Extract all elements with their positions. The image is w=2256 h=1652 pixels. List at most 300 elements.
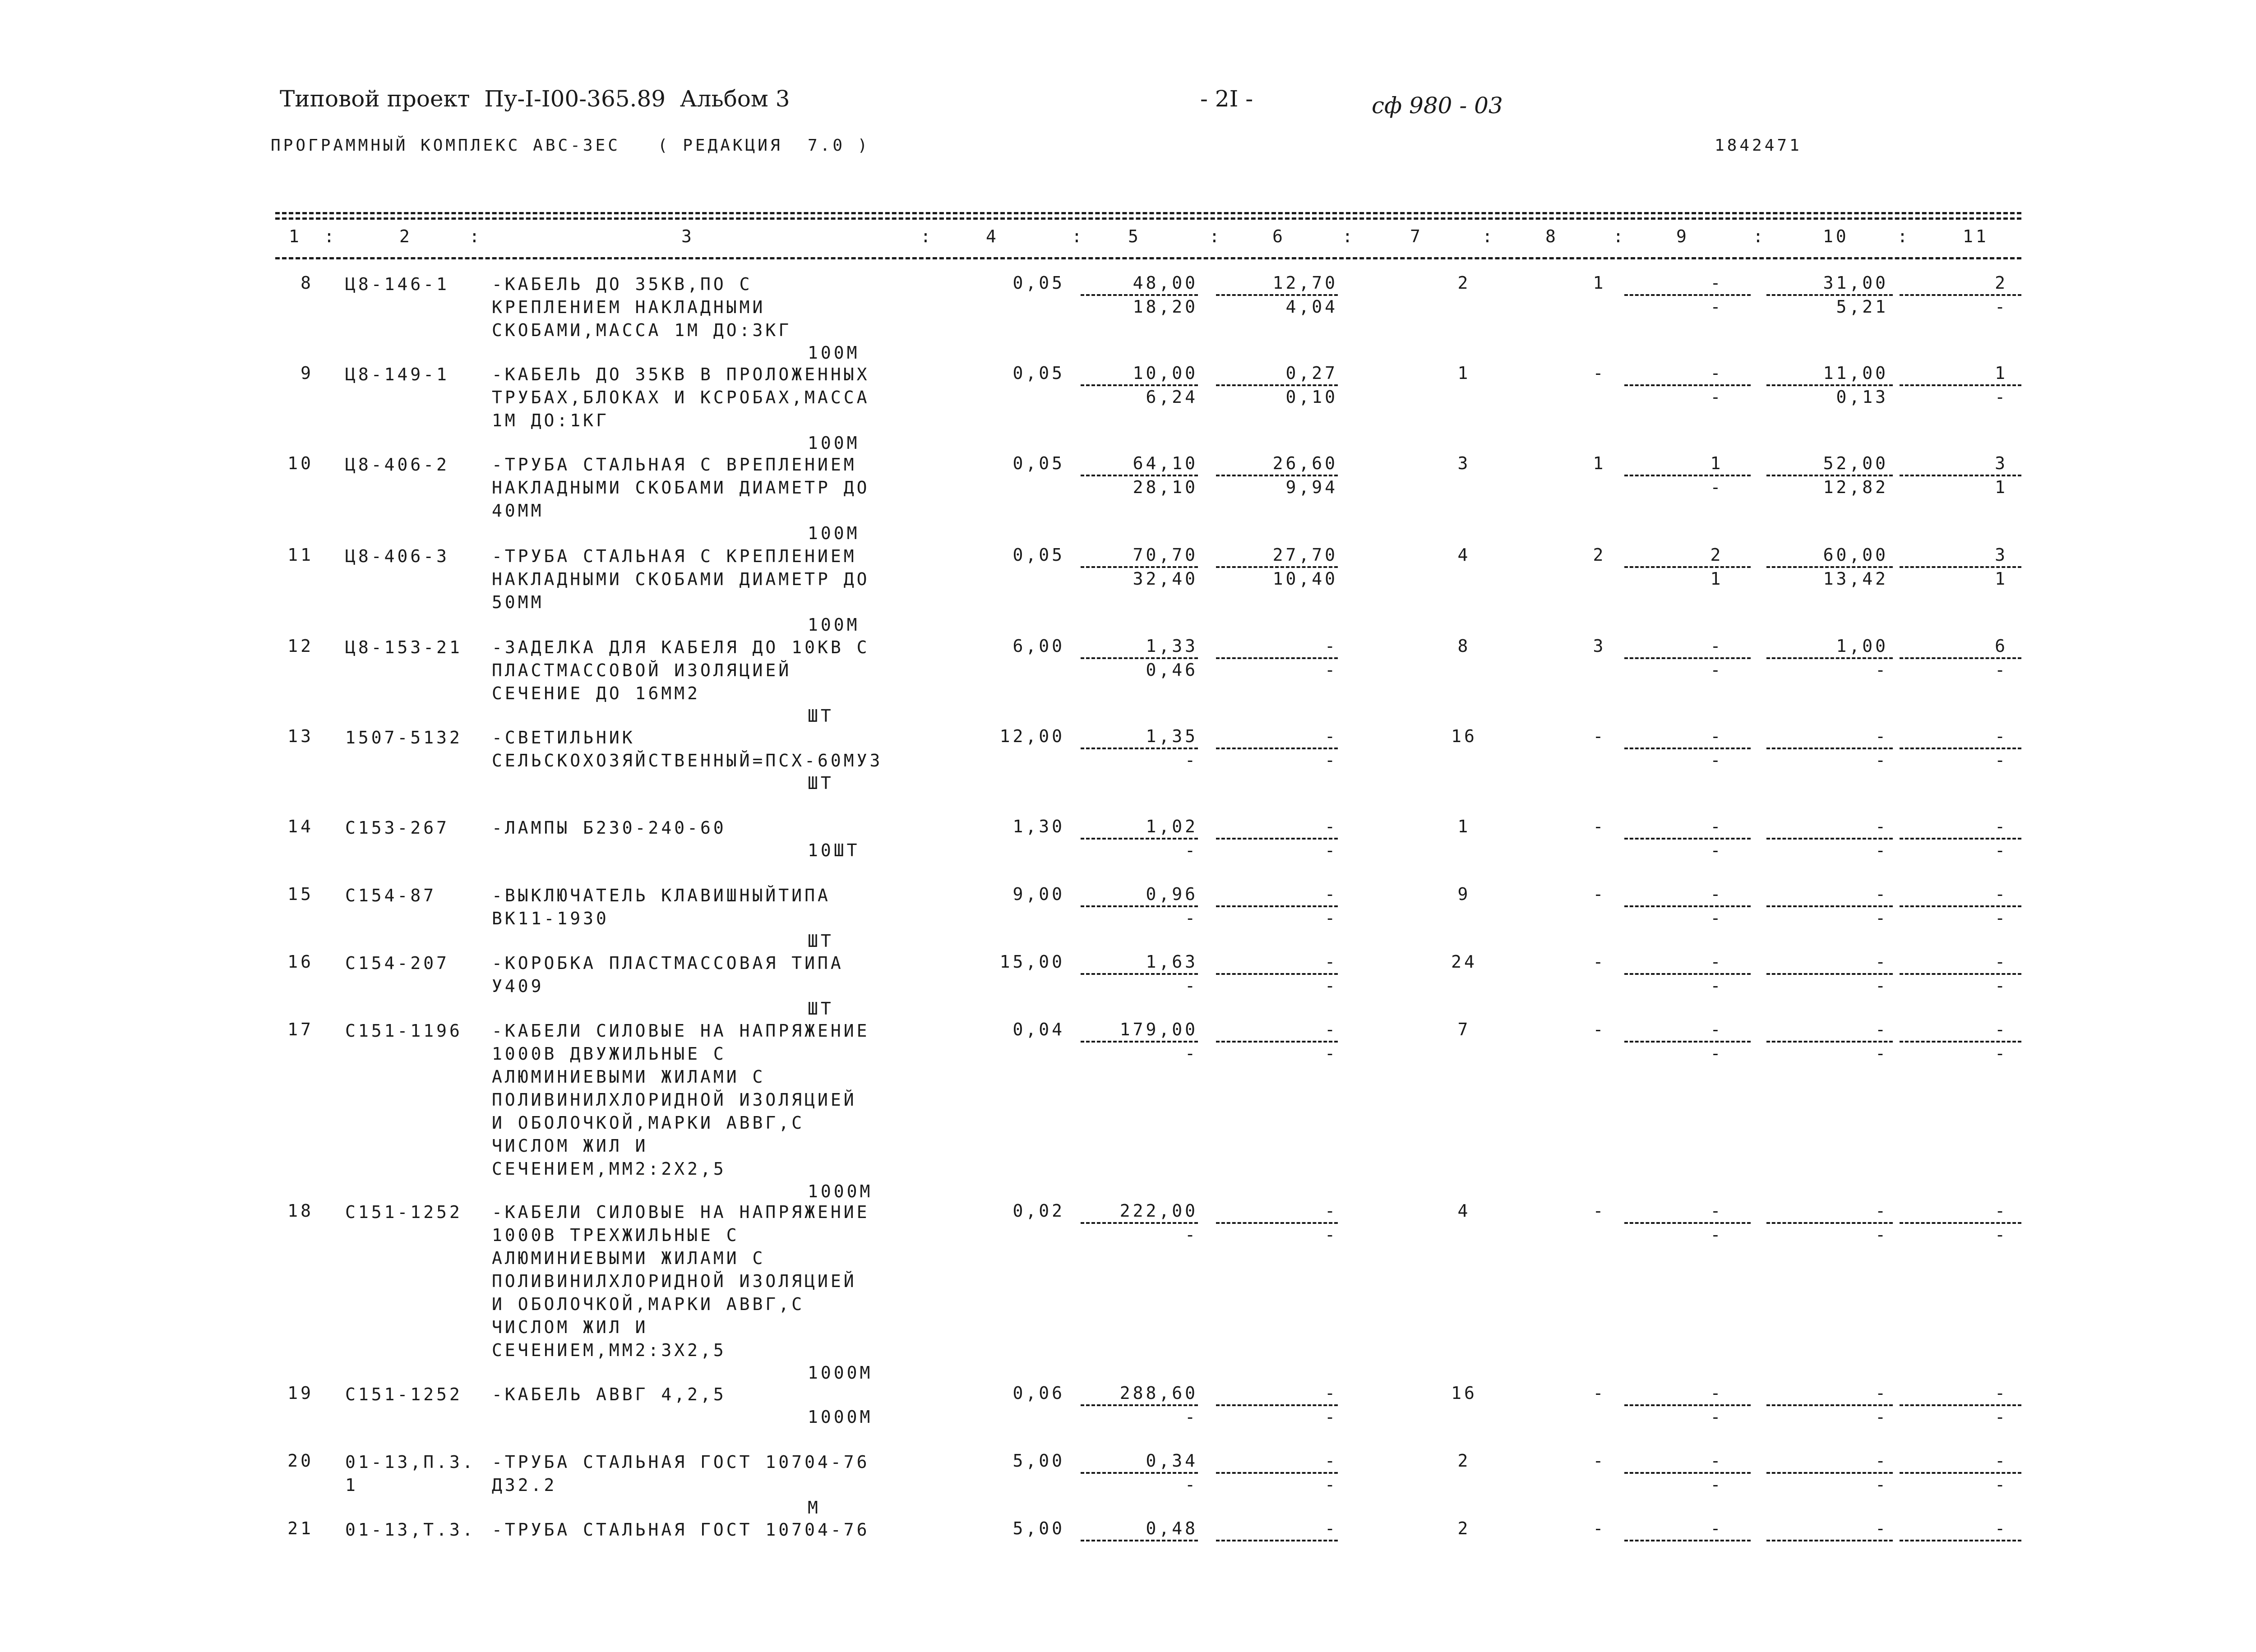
col5-value: 1,02 (1146, 817, 1198, 836)
col6-sub-value: - (1325, 976, 1338, 996)
row-code: С151-1196 (345, 1021, 462, 1041)
col9-value: - (1710, 636, 1724, 656)
col11-sub-value: - (1995, 1407, 2008, 1427)
col10-sub-value: - (1875, 750, 1888, 770)
col9-value: 1 (1710, 453, 1724, 473)
column-header-6: 6 (1272, 226, 1285, 246)
col7-value: 4 (1457, 545, 1471, 565)
col8-value: - (1593, 1451, 1606, 1471)
col11-sub-value: - (1995, 976, 2008, 996)
col6-value: - (1325, 1451, 1338, 1471)
col6-value: 12,70 (1272, 273, 1338, 293)
col6-value: - (1325, 1383, 1338, 1403)
value-divider (1900, 1472, 2021, 1474)
value-divider (1624, 1041, 1751, 1043)
col7-value: 2 (1457, 1518, 1471, 1538)
value-divider (1624, 748, 1751, 749)
col9-sub-value: - (1710, 750, 1724, 770)
value-divider (1766, 566, 1893, 568)
col6-sub-value: - (1325, 840, 1338, 860)
col7-value: 24 (1451, 952, 1477, 972)
table-top-rule (275, 212, 2021, 214)
col11-sub-value: - (1995, 750, 2008, 770)
value-divider (1624, 1540, 1751, 1541)
row-description: -ВЫКЛЮЧАТЕЛЬ КЛАВИШНЫЙТИПА ВК11-1930 (492, 886, 831, 928)
row-unit: ШТ (808, 999, 834, 1019)
col8-value: - (1593, 884, 1606, 904)
row-code: Ц8-146-1 (345, 274, 450, 294)
value-divider (1766, 1540, 1893, 1541)
value-divider (1081, 1041, 1198, 1043)
col5-value: 64,10 (1133, 453, 1198, 473)
value-divider (1766, 748, 1893, 749)
col10-value: 60,00 (1823, 545, 1888, 565)
col5-sub-value: - (1185, 1043, 1198, 1063)
col10-value: - (1875, 1518, 1888, 1538)
col7-value: 2 (1457, 273, 1471, 293)
value-divider (1216, 294, 1338, 296)
value-divider (1900, 1404, 2021, 1406)
col4-value: 12,00 (999, 726, 1065, 746)
row-unit: 1000М (808, 1363, 873, 1383)
col4-value: 0,04 (1012, 1020, 1065, 1039)
value-divider (1766, 1041, 1893, 1043)
value-divider (1216, 657, 1338, 659)
col10-value: - (1875, 1451, 1888, 1471)
row-code: Ц8-149-1 (345, 365, 450, 384)
col6-value: - (1325, 1518, 1338, 1538)
col7-value: 16 (1451, 726, 1477, 746)
row-unit: 1000М (808, 1181, 873, 1201)
col11-value: - (1995, 1383, 2008, 1403)
value-divider (1900, 1540, 2021, 1541)
col9-sub-value: - (1710, 908, 1724, 928)
col6-sub-value: 10,40 (1272, 569, 1338, 589)
row-description: -СВЕТИЛЬНИК СЕЛЬСКОХОЗЯЙСТВЕННЫЙ=ПСХ-60МУЗ (492, 728, 883, 771)
column-header-5: 5 (1128, 226, 1141, 246)
col5-sub-value: 0,46 (1146, 660, 1198, 680)
col7-value: 1 (1457, 817, 1471, 836)
row-number: 12 (287, 636, 314, 656)
value-divider (1900, 566, 2021, 568)
value-divider (1216, 838, 1338, 840)
col11-value: - (1995, 817, 2008, 836)
value-divider (1624, 657, 1751, 659)
col6-sub-value: - (1325, 1407, 1338, 1427)
table-header-bottom-rule (275, 257, 2021, 259)
row-description: -КОРОБКА ПЛАСТМАССОВАЯ ТИПА У409 (492, 953, 844, 996)
value-divider (1766, 475, 1893, 476)
col10-value: 1,00 (1836, 636, 1888, 656)
row-description: -КАБЕЛИ СИЛОВЫЕ НА НАПРЯЖЕНИЕ 1000В ТРЕХЖИЛЬНЫЕ С АЛЮМИНИЕВЫМИ ЖИЛАМИ С ПОЛИВИНИЛХЛОРИДНОЙ ИЗОЛЯЦИЕЙ И ОБОЛОЧКОЙ,МАРКИ АВВГ,С ЧИСЛОМ ЖИЛ И СЕЧЕНИЕМ,ММ2:3Х2,5 (492, 1202, 870, 1360)
col9-sub-value: - (1710, 1043, 1724, 1063)
col4-value: 5,00 (1012, 1518, 1065, 1538)
col10-sub-value: - (1875, 1043, 1888, 1063)
col9-value: - (1710, 952, 1724, 972)
row-number: 19 (287, 1383, 314, 1403)
col4-value: 1,30 (1012, 817, 1065, 836)
column-separator: : (920, 226, 934, 246)
value-divider (1624, 475, 1751, 476)
col6-sub-value: 4,04 (1285, 297, 1338, 317)
row-description: -КАБЕЛЬ ДО 35КВ В ПРОЛОЖЕННЫХ ТРУБАХ,БЛОКАХ И КСРОБАХ,МАССА 1М ДО:1КГ (492, 365, 870, 430)
row-unit: 100М (808, 523, 860, 543)
col11-sub-value: - (1995, 840, 2008, 860)
col10-value: 52,00 (1823, 453, 1888, 473)
value-divider (1900, 838, 2021, 840)
row-code: Ц8-406-3 (345, 546, 450, 566)
col8-value: 1 (1593, 453, 1606, 473)
col10-value: 11,00 (1823, 363, 1888, 383)
col11-sub-value: - (1995, 1475, 2008, 1495)
col6-sub-value: - (1325, 1043, 1338, 1063)
row-description: -КАБЕЛЬ АВВГ 4,2,5 (492, 1384, 726, 1404)
col6-sub-value: - (1325, 750, 1338, 770)
value-divider (1900, 384, 2021, 386)
col11-value: - (1995, 952, 2008, 972)
col8-value: 2 (1593, 545, 1606, 565)
value-divider (1081, 748, 1198, 749)
col7-value: 16 (1451, 1383, 1477, 1403)
col11-sub-value: 1 (1995, 477, 2008, 497)
column-header-10: 10 (1823, 226, 1849, 246)
col6-sub-value: - (1325, 1225, 1338, 1245)
col5-value: 70,70 (1133, 545, 1198, 565)
col9-value: - (1710, 817, 1724, 836)
row-code: С151-1252 (345, 1202, 462, 1222)
row-number: 17 (287, 1020, 314, 1039)
row-code: 01-13,П.3. 1 (345, 1452, 476, 1495)
value-divider (1081, 384, 1198, 386)
column-header-1: 1 (289, 226, 302, 246)
col7-value: 4 (1457, 1201, 1471, 1221)
row-description: -КАБЕЛЬ ДО 35КВ,ПО С КРЕПЛЕНИЕМ НАКЛАДНЫМИ СКОБАМИ,МАССА 1М ДО:3КГ (492, 274, 792, 340)
col11-value: - (1995, 726, 2008, 746)
col9-value: - (1710, 273, 1724, 293)
table-top-rule-2 (275, 217, 2021, 220)
value-divider (1081, 973, 1198, 975)
document-number: 1842471 (1715, 136, 1802, 155)
row-code: 01-13,Т.3. (345, 1520, 476, 1540)
value-divider (1216, 475, 1338, 476)
col4-value: 0,05 (1012, 545, 1065, 565)
col5-value: 222,00 (1119, 1201, 1198, 1221)
value-divider (1216, 566, 1338, 568)
row-code: Ц8-406-2 (345, 455, 450, 475)
column-header-3: 3 (681, 226, 694, 246)
value-divider (1081, 838, 1198, 840)
col11-value: - (1995, 1020, 2008, 1039)
col8-value: - (1593, 1020, 1606, 1039)
col6-value: - (1325, 1020, 1338, 1039)
col4-value: 6,00 (1012, 636, 1065, 656)
col10-value: 31,00 (1823, 273, 1888, 293)
col5-value: 0,34 (1146, 1451, 1198, 1471)
col5-value: 288,60 (1119, 1383, 1198, 1403)
row-number: 9 (300, 363, 314, 383)
col10-value: - (1875, 1201, 1888, 1221)
value-divider (1900, 1222, 2021, 1224)
value-divider (1081, 1472, 1198, 1474)
row-unit: 100М (808, 433, 860, 453)
col11-value: 3 (1995, 545, 2008, 565)
col5-sub-value: - (1185, 840, 1198, 860)
col8-value: - (1593, 1518, 1606, 1538)
col10-sub-value: - (1875, 976, 1888, 996)
col5-sub-value: - (1185, 976, 1198, 996)
col11-sub-value: - (1995, 387, 2008, 407)
column-header-11: 11 (1963, 226, 1989, 246)
col5-sub-value: - (1185, 1407, 1198, 1427)
col8-value: 3 (1593, 636, 1606, 656)
col5-value: 1,35 (1146, 726, 1198, 746)
col6-sub-value: 9,94 (1285, 477, 1338, 497)
col11-sub-value: - (1995, 660, 2008, 680)
col9-sub-value: - (1710, 1225, 1724, 1245)
row-description: -ТРУБА СТАЛЬНАЯ С КРЕПЛЕНИЕМ НАКЛАДНЫМИ СКОБАМИ ДИАМЕТР ДО 50ММ (492, 546, 870, 612)
col9-value: - (1710, 726, 1724, 746)
col9-value: - (1710, 884, 1724, 904)
col9-sub-value: - (1710, 1475, 1724, 1495)
value-divider (1216, 1472, 1338, 1474)
col5-sub-value: 28,10 (1133, 477, 1198, 497)
value-divider (1216, 1222, 1338, 1224)
col10-value: - (1875, 1020, 1888, 1039)
col11-sub-value: 1 (1995, 569, 2008, 589)
page-number: - 2I - (1200, 86, 1253, 112)
col9-value: - (1710, 363, 1724, 383)
col8-value: - (1593, 726, 1606, 746)
col4-value: 0,02 (1012, 1201, 1065, 1221)
value-divider (1216, 905, 1338, 907)
value-divider (1900, 475, 2021, 476)
col10-sub-value: 12,82 (1823, 477, 1888, 497)
row-unit: ШТ (808, 773, 834, 793)
col5-value: 179,00 (1119, 1020, 1198, 1039)
value-divider (1766, 294, 1893, 296)
value-divider (1766, 384, 1893, 386)
col10-sub-value: - (1875, 908, 1888, 928)
row-unit: ШТ (808, 931, 834, 951)
col11-value: 2 (1995, 273, 2008, 293)
col4-value: 0,05 (1012, 453, 1065, 473)
row-description: -ТРУБА СТАЛЬНАЯ ГОСТ 10704-76 Д32.2 (492, 1452, 870, 1495)
col10-sub-value: - (1875, 1475, 1888, 1495)
program-line: ПРОГРАММНЫЙ КОМПЛЕКС АВС-ЗЕС ( РЕДАКЦИЯ 7.0 ) (271, 136, 870, 155)
value-divider (1766, 1472, 1893, 1474)
col9-sub-value: - (1710, 976, 1724, 996)
col6-value: 27,70 (1272, 545, 1338, 565)
col5-sub-value: 32,40 (1133, 569, 1198, 589)
row-number: 15 (287, 884, 314, 904)
col5-value: 0,48 (1146, 1518, 1198, 1538)
row-code: Ц8-153-21 (345, 637, 462, 657)
column-separator: : (1897, 226, 1910, 246)
col8-value: - (1593, 1383, 1606, 1403)
col9-value: - (1710, 1451, 1724, 1471)
col11-value: - (1995, 1451, 2008, 1471)
col7-value: 3 (1457, 453, 1471, 473)
col6-value: - (1325, 726, 1338, 746)
row-unit: 1000М (808, 1407, 873, 1427)
row-unit: М (808, 1498, 821, 1518)
value-divider (1766, 1404, 1893, 1406)
row-code: С154-207 (345, 953, 450, 973)
col11-value: 1 (1995, 363, 2008, 383)
col9-value: - (1710, 1020, 1724, 1039)
col7-value: 8 (1457, 636, 1471, 656)
row-number: 16 (287, 952, 314, 972)
row-number: 21 (287, 1518, 314, 1538)
column-separator: : (324, 226, 337, 246)
col8-value: - (1593, 817, 1606, 836)
col9-value: - (1710, 1383, 1724, 1403)
row-number: 13 (287, 726, 314, 746)
value-divider (1081, 1222, 1198, 1224)
row-unit: 100М (808, 343, 860, 363)
column-separator: : (1613, 226, 1626, 246)
row-unit: ШТ (808, 706, 834, 726)
col5-value: 1,33 (1146, 636, 1198, 656)
value-divider (1216, 973, 1338, 975)
row-unit: 100М (808, 615, 860, 635)
row-description: -ЛАМПЫ Б230-240-60 (492, 818, 726, 838)
row-number: 14 (287, 817, 314, 836)
col10-value: - (1875, 884, 1888, 904)
value-divider (1900, 1041, 2021, 1043)
col10-sub-value: 0,13 (1836, 387, 1888, 407)
col5-value: 48,00 (1133, 273, 1198, 293)
column-separator: : (1209, 226, 1222, 246)
value-divider (1900, 905, 2021, 907)
col9-value: - (1710, 1201, 1724, 1221)
row-description: -ЗАДЕЛКА ДЛЯ КАБЕЛЯ ДО 10КВ С ПЛАСТМАССОВОЙ ИЗОЛЯЦИЕЙ СЕЧЕНИЕ ДО 16ММ2 (492, 637, 870, 703)
column-separator: : (469, 226, 482, 246)
col6-sub-value: - (1325, 660, 1338, 680)
row-code: С153-267 (345, 818, 450, 838)
col4-value: 0,05 (1012, 363, 1065, 383)
col9-value: 2 (1710, 545, 1724, 565)
col7-value: 1 (1457, 363, 1471, 383)
row-number: 8 (300, 273, 314, 293)
col7-value: 2 (1457, 1451, 1471, 1471)
value-divider (1766, 657, 1893, 659)
column-separator: : (1753, 226, 1766, 246)
value-divider (1081, 566, 1198, 568)
row-number: 20 (287, 1451, 314, 1471)
col6-value: - (1325, 817, 1338, 836)
col6-sub-value: 0,10 (1285, 387, 1338, 407)
row-description: -ТРУБА СТАЛЬНАЯ ГОСТ 10704-76 (492, 1520, 870, 1540)
col4-value: 15,00 (999, 952, 1065, 972)
col6-value: - (1325, 952, 1338, 972)
col9-sub-value: - (1710, 297, 1724, 317)
row-code: 1507-5132 (345, 728, 462, 748)
col4-value: 9,00 (1012, 884, 1065, 904)
value-divider (1624, 973, 1751, 975)
row-number: 10 (287, 453, 314, 473)
col11-value: - (1995, 1518, 2008, 1538)
value-divider (1766, 1222, 1893, 1224)
col11-sub-value: - (1995, 297, 2008, 317)
col9-sub-value: - (1710, 477, 1724, 497)
value-divider (1216, 1540, 1338, 1541)
col10-value: - (1875, 817, 1888, 836)
col5-sub-value: - (1185, 908, 1198, 928)
value-divider (1766, 905, 1893, 907)
value-divider (1081, 905, 1198, 907)
col4-value: 0,06 (1012, 1383, 1065, 1403)
handwritten-code: сф 980 - 03 (1372, 92, 1503, 119)
col5-value: 10,00 (1133, 363, 1198, 383)
value-divider (1624, 1222, 1751, 1224)
col9-sub-value: - (1710, 387, 1724, 407)
column-separator: : (1072, 226, 1085, 246)
column-header-7: 7 (1410, 226, 1423, 246)
col5-sub-value: 6,24 (1146, 387, 1198, 407)
column-header-8: 8 (1545, 226, 1558, 246)
row-number: 11 (287, 545, 314, 565)
col10-sub-value: - (1875, 660, 1888, 680)
col10-sub-value: - (1875, 1407, 1888, 1427)
row-description: -ТРУБА СТАЛЬНАЯ С ВРЕПЛЕНИЕМ НАКЛАДНЫМИ СКОБАМИ ДИАМЕТР ДО 40ММ (492, 455, 870, 521)
value-divider (1081, 657, 1198, 659)
col11-value: 3 (1995, 453, 2008, 473)
row-number: 18 (287, 1201, 314, 1221)
col5-sub-value: - (1185, 1475, 1198, 1495)
value-divider (1216, 1041, 1338, 1043)
col11-sub-value: - (1995, 1043, 2008, 1063)
col10-sub-value: - (1875, 1225, 1888, 1245)
value-divider (1624, 384, 1751, 386)
project-title: Типовой проект Пу-I-I00-365.89 Альбом 3 (280, 86, 790, 112)
col4-value: 0,05 (1012, 273, 1065, 293)
column-separator: : (1482, 226, 1495, 246)
col7-value: 9 (1457, 884, 1471, 904)
col10-value: - (1875, 1383, 1888, 1403)
column-header-4: 4 (986, 226, 999, 246)
value-divider (1081, 1404, 1198, 1406)
col10-value: - (1875, 726, 1888, 746)
value-divider (1900, 294, 2021, 296)
col10-sub-value: 13,42 (1823, 569, 1888, 589)
col11-value: 6 (1995, 636, 2008, 656)
row-unit: 10ШТ (808, 840, 860, 860)
col11-value: - (1995, 884, 2008, 904)
value-divider (1624, 838, 1751, 840)
col8-value: - (1593, 952, 1606, 972)
row-description: -КАБЕЛИ СИЛОВЫЕ НА НАПРЯЖЕНИЕ 1000В ДВУЖИЛЬНЫЕ С АЛЮМИНИЕВЫМИ ЖИЛАМИ С ПОЛИВИНИЛХЛОРИДНОЙ ИЗОЛЯЦИЕЙ И ОБОЛОЧКОЙ,МАРКИ АВВГ,С ЧИСЛОМ ЖИЛ И СЕЧЕНИЕМ,ММ2:2Х2,5 (492, 1021, 870, 1179)
col10-sub-value: - (1875, 840, 1888, 860)
value-divider (1900, 748, 2021, 749)
col8-value: - (1593, 1201, 1606, 1221)
value-divider (1900, 657, 2021, 659)
row-code: С151-1252 (345, 1384, 462, 1404)
col8-value: 1 (1593, 273, 1606, 293)
col9-value: - (1710, 1518, 1724, 1538)
col10-sub-value: 5,21 (1836, 297, 1888, 317)
column-header-2: 2 (399, 226, 412, 246)
col9-sub-value: - (1710, 840, 1724, 860)
col6-value: - (1325, 636, 1338, 656)
col5-value: 1,63 (1146, 952, 1198, 972)
value-divider (1624, 294, 1751, 296)
value-divider (1766, 838, 1893, 840)
col6-value: - (1325, 1201, 1338, 1221)
col5-sub-value: 18,20 (1133, 297, 1198, 317)
col5-sub-value: - (1185, 1225, 1198, 1245)
value-divider (1081, 475, 1198, 476)
